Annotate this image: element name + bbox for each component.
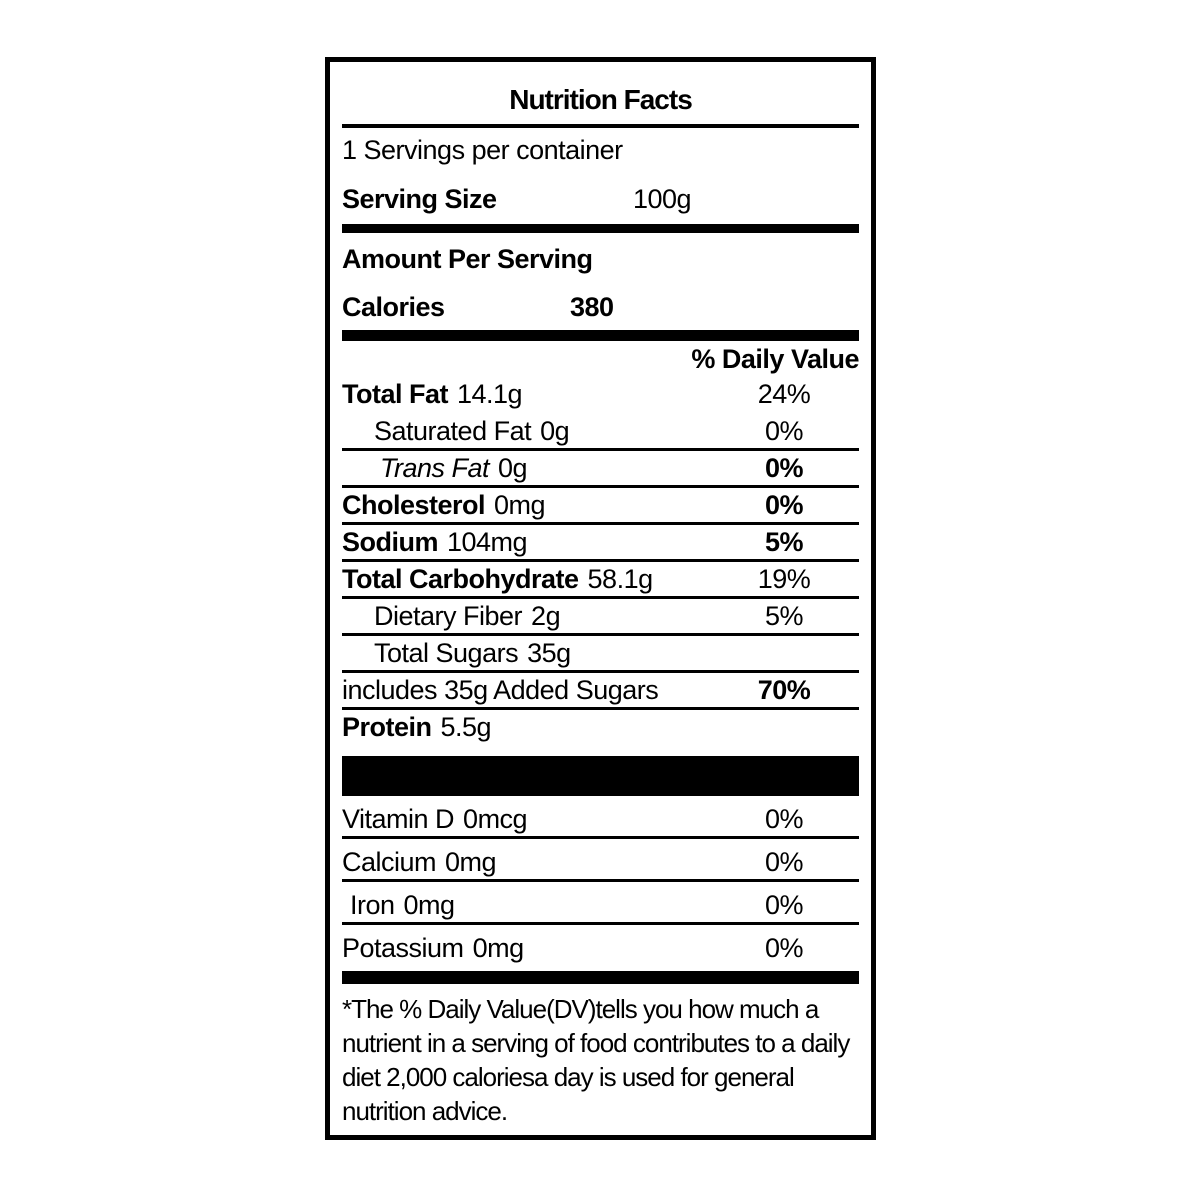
nutrient-name: Protein (342, 712, 432, 742)
serving-size-row (342, 182, 859, 216)
calories-label: Calories (342, 292, 445, 322)
nutrient-amount: 58.1g (587, 564, 653, 594)
serving-size-value: 100g (633, 184, 692, 214)
micronutrient-name: Vitamin D (342, 804, 455, 834)
nutrient-row-total-sugars (342, 636, 859, 673)
label-title: Nutrition Facts (509, 84, 692, 115)
nutrient-row-sodium (342, 525, 859, 562)
micronutrient-daily-value: 0% (764, 890, 804, 920)
nutrient-amount: 0g (498, 453, 528, 483)
nutrient-name: Sodium (342, 527, 438, 557)
nutrient-row-trans-fat (342, 451, 859, 488)
nutrient-name: includes 35g Added Sugars (342, 675, 659, 705)
nutrient-name: Total Carbohydrate (342, 564, 579, 594)
micronutrient-row-calcium (342, 839, 859, 882)
nutrient-daily-value: 70% (757, 675, 811, 705)
micronutrient-daily-value: 0% (764, 804, 804, 834)
thick-divider-bar (342, 224, 859, 233)
nutrient-row-cholesterol (342, 488, 859, 525)
micronutrient-amount: 0mg (403, 890, 455, 920)
nutrient-row-added-sugars (342, 673, 859, 710)
nutrient-amount: 104mg (447, 527, 528, 557)
nutrient-daily-value: 5% (764, 527, 804, 557)
thick-divider-bar (342, 330, 859, 341)
calories-value: 380 (570, 292, 614, 322)
nutrient-daily-value: 5% (764, 601, 804, 631)
nutrient-row-dietary-fiber (342, 599, 859, 636)
micronutrient-amount: 0mg (445, 847, 497, 877)
thick-divider-bar (342, 756, 859, 796)
title-divider (342, 124, 859, 128)
thick-divider-bar (342, 971, 859, 984)
micronutrient-row-iron (342, 882, 859, 925)
nutrient-row-saturated-fat (342, 414, 859, 451)
nutrient-amount: 0g (540, 416, 570, 446)
calories-row (342, 291, 859, 323)
nutrient-daily-value: 0% (764, 416, 804, 446)
nutrient-row-total-carbohydrate (342, 562, 859, 599)
servings-per-container: 1 Servings per container (342, 135, 623, 165)
nutrient-amount: 14.1g (457, 379, 523, 409)
daily-value-footnote: *The % Daily Value(DV)tells you how much a nutrient in a serving of food contributes to a daily diet 2,000 caloriesa day is used for general nutrition advice. (342, 994, 850, 1126)
nutrient-name: Trans Fat (380, 453, 490, 483)
micronutrient-daily-value: 0% (764, 933, 804, 963)
nutrient-amount: 35g (527, 638, 571, 668)
nutrient-row-protein (342, 710, 859, 747)
micronutrient-name: Calcium (342, 847, 437, 877)
nutrient-row-total-fat (342, 377, 859, 414)
nutrient-name: Dietary Fiber (374, 601, 523, 631)
nutrient-daily-value: 0% (764, 453, 804, 483)
daily-value-header: % Daily Value (691, 344, 859, 374)
micronutrient-daily-value: 0% (764, 847, 804, 877)
nutrient-amount: 5.5g (440, 712, 492, 742)
micronutrient-row-vitamin-d (342, 796, 859, 839)
micronutrient-row-potassium (342, 925, 859, 965)
micronutrient-amount: 0mcg (463, 804, 528, 834)
nutrient-name: Total Fat (342, 379, 448, 409)
nutrient-amount: 0mg (494, 490, 546, 520)
amount-per-serving-heading: Amount Per Serving (342, 244, 593, 274)
nutrient-daily-value: 24% (757, 379, 811, 409)
nutrient-daily-value: 0% (764, 490, 804, 520)
nutrient-daily-value: 19% (757, 564, 811, 594)
nutrient-name: Saturated Fat (374, 416, 532, 446)
micronutrient-amount: 0mg (472, 933, 524, 963)
nutrient-name: Total Sugars (374, 638, 519, 668)
micronutrient-name: Iron (350, 890, 395, 920)
serving-size-label: Serving Size (342, 184, 497, 214)
micronutrient-name: Potassium (342, 933, 464, 963)
nutrient-name: Cholesterol (342, 490, 486, 520)
nutrient-amount: 2g (531, 601, 561, 631)
nutrition-facts-label (325, 57, 876, 1140)
